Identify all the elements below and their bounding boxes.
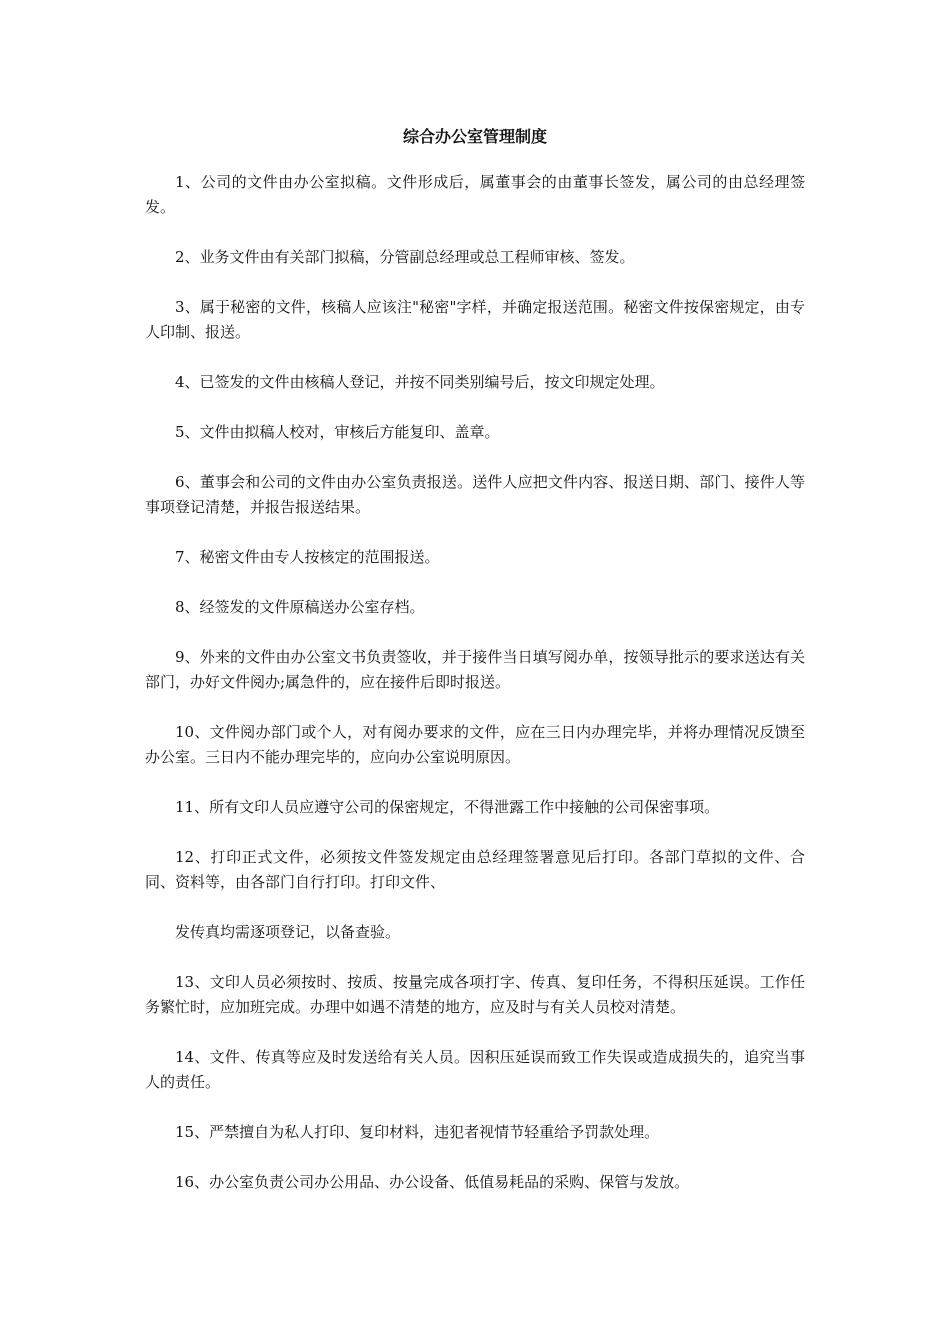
paragraph-12: 12、打印正式文件，必须按文件签发规定由总经理签署意见后打印。各部门草拟的文件、合同、资料等，由各部门自行打印。打印文件、 <box>145 848 805 891</box>
paragraph-12-continued: 发传真均需逐项登记，以备查验。 <box>175 923 401 941</box>
paragraph-2: 2、业务文件由有关部门拟稿，分管副总经理或总工程师审核、签发。 <box>175 248 635 266</box>
paragraph-16: 16、办公室负责公司办公用品、办公设备、低值易耗品的采购、保管与发放。 <box>175 1173 690 1191</box>
paragraph-11: 11、所有文印人员应遵守公司的保密规定，不得泄露工作中接触的公司保密事项。 <box>175 798 720 816</box>
paragraph-7: 7、秘密文件由专人按核定的范围报送。 <box>175 548 440 566</box>
paragraph-4: 4、已签发的文件由核稿人登记，并按不同类别编号后，按文印规定处理。 <box>175 373 665 391</box>
paragraph-3: 3、属于秘密的文件，核稿人应该注"秘密"字样，并确定报送范围。秘密文件按保密规定，由专人印制、报送。 <box>145 298 805 341</box>
paragraph-15: 15、严禁擅自为私人打印、复印材料，违犯者视情节轻重给予罚款处理。 <box>175 1123 660 1141</box>
document-page <box>145 124 805 1220</box>
document-title: 综合办公室管理制度 <box>402 127 547 146</box>
paragraph-10: 10、文件阅办部门或个人，对有阅办要求的文件，应在三日内办理完毕，并将办理情况反馈至办公室。三日内不能办理完毕的，应向办公室说明原因。 <box>145 723 805 766</box>
paragraph-9: 9、外来的文件由办公室文书负责签收，并于接件当日填写阅办单，按领导批示的要求送达有关部门，办好文件阅办;属急件的，应在接件后即时报送。 <box>145 648 805 691</box>
paragraph-6: 6、董事会和公司的文件由办公室负责报送。送件人应把文件内容、报送日期、部门、接件人等事项登记清楚，并报告报送结果。 <box>145 473 805 516</box>
paragraph-1: 1、公司的文件由办公室拟稿。文件形成后，属董事会的由董事长签发，属公司的由总经理签发。 <box>145 173 805 216</box>
paragraph-14: 14、文件、传真等应及时发送给有关人员。因积压延误而致工作失误或造成损失的，追究当事人的责任。 <box>145 1048 805 1091</box>
paragraph-8: 8、经签发的文件原稿送办公室存档。 <box>175 598 425 616</box>
paragraph-13: 13、文印人员必须按时、按质、按量完成各项打字、传真、复印任务，不得积压延误。工作任务繁忙时，应加班完成。办理中如遇不清楚的地方，应及时与有关人员校对清楚。 <box>145 973 805 1016</box>
paragraph-5: 5、文件由拟稿人校对，审核后方能复印、盖章。 <box>175 423 500 441</box>
